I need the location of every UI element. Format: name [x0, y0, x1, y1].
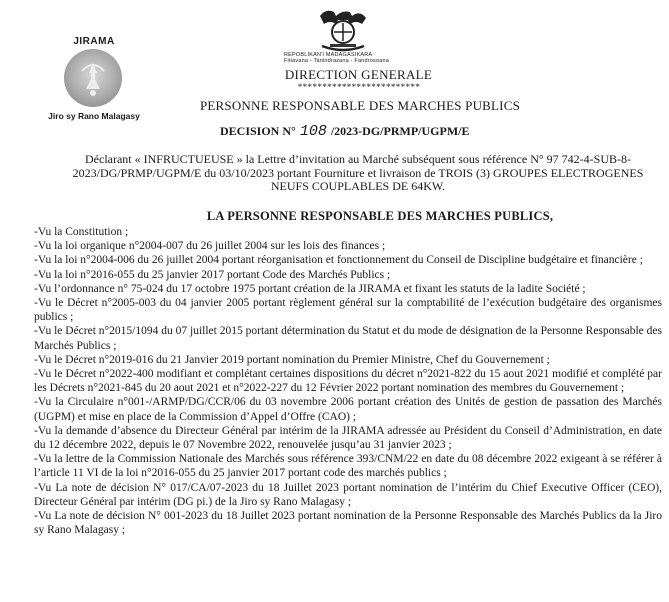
direction-generale: DIRECTION GENERALE — [284, 67, 433, 82]
logo-emblem-icon — [64, 49, 122, 107]
decision-line — [220, 123, 530, 140]
logo-subtitle: Jiro sy Rano Malagasy — [48, 111, 140, 121]
vu-item: -Vu l’ordonnance n° 75-024 du 17 octobre 1975 portant création de la JIRAMA et fixant les statuts de la ladite Société ; — [34, 282, 586, 295]
vu-item: -Vu la loi n°2016-055 du 25 janvier 2017 portant Code des Marchés Publics ; — [34, 268, 391, 281]
republic-text — [284, 52, 474, 64]
section-heading: LA PERSONNE RESPONSABLE DES MARCHES PUBLICS, — [206, 209, 554, 223]
vu-item: -Vu La note de décision N° 017/CA/07-2023 du 18 Juillet 2023 portant nomination de l’intérim du Chief Executive Officer (CEO), Directeur Général par intérim (DG pi.) de la Jiro sy Rano Malagasy ; — [34, 481, 662, 508]
vu-list — [34, 225, 662, 537]
decision-subject: Déclarant « INFRUCTUEUSE » la Lettre d’invitation au Marché subséquent sous référence N° 97 742-4-SUB-8-2023/DG/PRMP/UGPM/E du 03/10/2023 portant Fourniture et livraison de TROIS (3) GROUPES ELECTROGENES NEUFS COUPLABLES DE 64KW. — [72, 152, 644, 193]
vu-item: -Vu la lettre de la Commission Nationale des Marchés sous référence 393/CNM/22 en date du 08 décembre 2022 exigeant à se référer à l’article 11 VI de la loi n°2016-055 du 25 janvier 2017 portant code des marchés publics ; — [34, 453, 662, 480]
logo-title: JIRAMA — [73, 36, 115, 47]
prmp-title: PERSONNE RESPONSABLE DES MARCHES PUBLICS — [199, 98, 521, 113]
jirama-logo — [38, 36, 150, 124]
vu-item: -Vu le Décret n°2015/1094 du 07 juillet 2015 portant détermination du Statut et du mode de désignation de la Personne Responsable des Marchés Publics ; — [34, 325, 662, 352]
national-emblem-icon — [312, 6, 374, 56]
vu-item: -Vu le Décret n°2005-003 du 04 janvier 2005 portant règlement général sur la comptabilité de l’exécution budgétaire des organismes publics ; — [34, 297, 662, 324]
vu-item: -Vu la loi organique n°2004-007 du 26 juillet 2004 sur les lois des finances ; — [34, 240, 386, 253]
decision-prefix: DECISION N° — [220, 124, 296, 138]
decision-number: 108 — [299, 123, 327, 140]
vu-item: -Vu la Constitution ; — [34, 226, 129, 238]
republic-motto: Fitiavana - Tanindrazana - Fandrosoana — [284, 58, 390, 64]
republic-name: REPOBLIKAN'I MADAGASIKARA — [284, 52, 373, 58]
vu-item: -Vu la demande d’absence du Directeur Général par intérim de la JIRAMA adressée au Président du Conseil d’Administration, en date du 12 décembre 2022, depuis le 07 Novembre 2022, renouvelée jusqu’au 31 janvier 2023 ; — [34, 424, 662, 452]
decision-suffix: /2023-DG/PRMP/UGPM/E — [330, 124, 470, 138]
vu-item: -Vu le Décret n°2022-400 modifiant et complétant certaines dispositions du décret n°2021-822 du 15 aout 2021 modifié et complété par les Décrets n°2021-845 du 20 aout 2021 et n°2022-227 du 12 Février 2022 portant nomination des membres du Gouvernement ; — [34, 368, 662, 395]
vu-item: -Vu la loi n°2004-006 du 26 juillet 2004 portant réorganisation et fonctionnement du Conseil de Discipline budgétaire et financière ; — [34, 254, 643, 267]
vu-item: -Vu la Circulaire n°001-/ARMP/DG/CCR/06 du 03 novembre 2006 portant création des Unités de gestion de passation des Marchés (UGPM) et mise en place de la Commission d’Appel d’Offre (CAO) ; — [34, 396, 662, 423]
stars-separator: ************************* — [297, 82, 421, 92]
vu-item: -Vu le Décret n°2019-016 du 21 Janvier 2019 portant nomination du Premier Ministre, Chef du Gouvernement ; — [34, 353, 550, 366]
vu-item: -Vu La note de décision N° 001-2023 du 18 Juillet 2023 portant nomination de la Personne Responsable des Marchés Publics da la Jiro sy Rano Malagasy ; — [34, 510, 662, 537]
